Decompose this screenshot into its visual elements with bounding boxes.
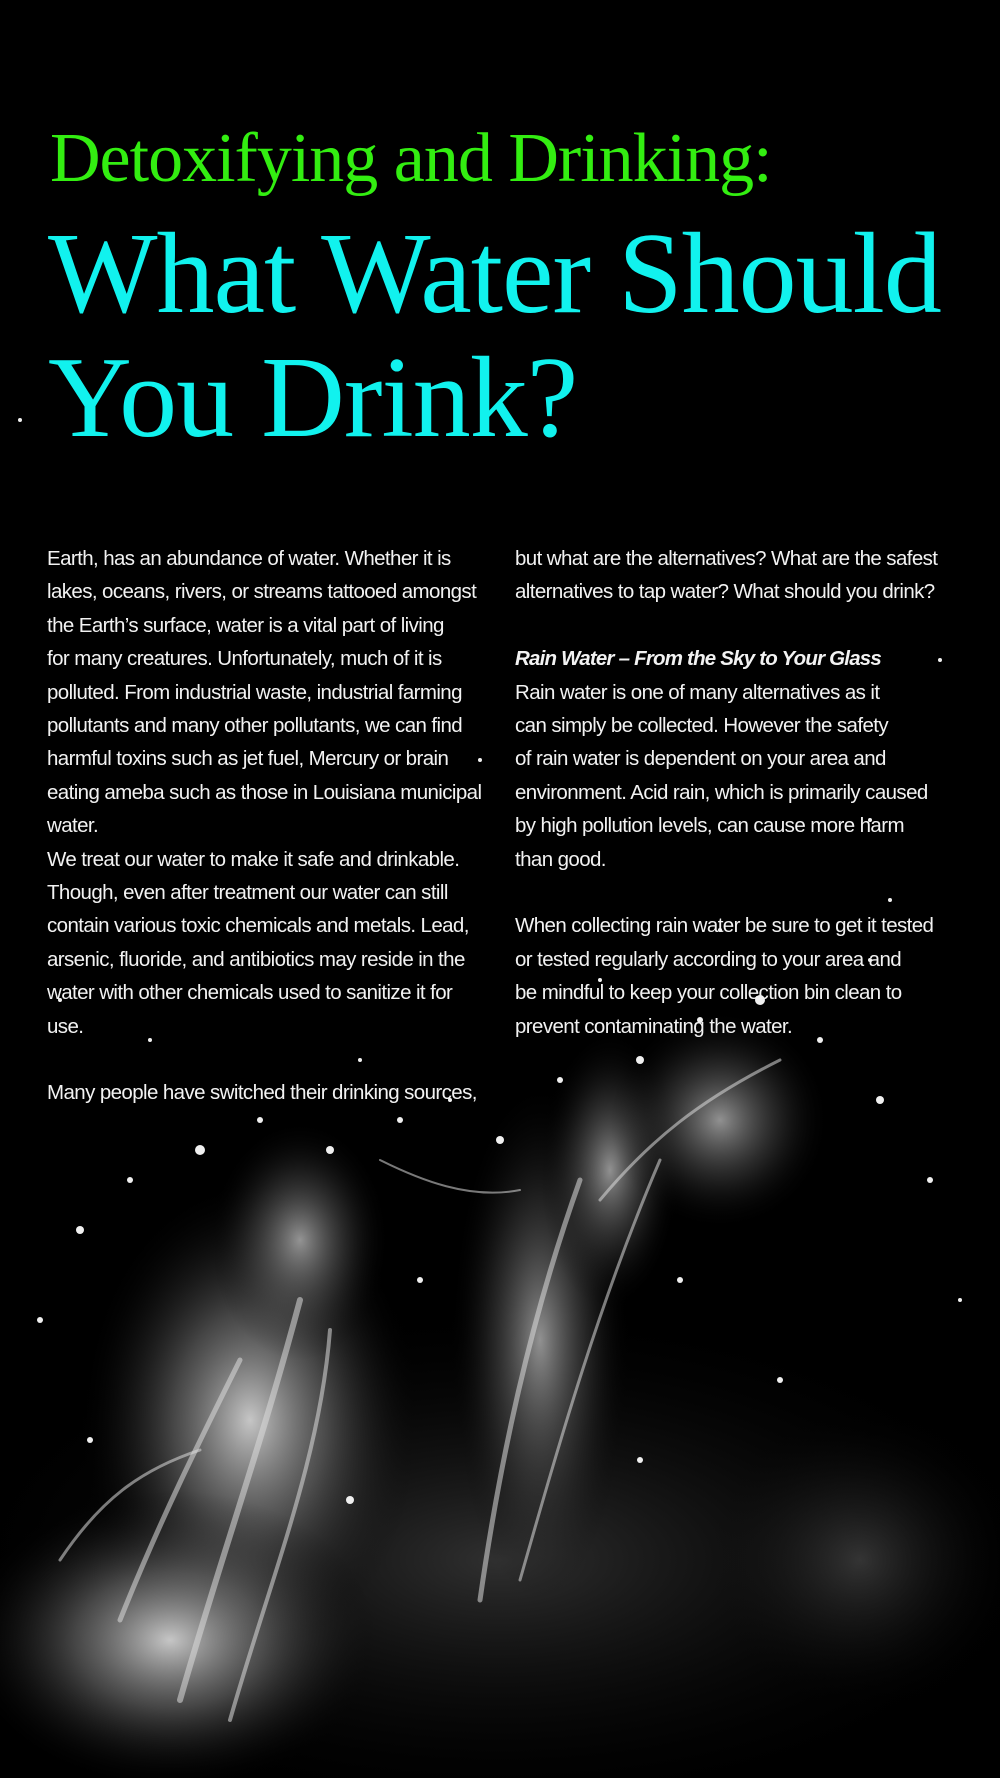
text-line: use.: [47, 1014, 84, 1038]
text-line: of rain water is dependent on your area and: [515, 747, 886, 771]
text-line: When collecting rain water be sure to get it tested: [515, 914, 934, 938]
text-line: can simply be collected. However the safety: [515, 714, 888, 738]
text-line: Earth, has an abundance of water. Whether it is: [47, 547, 451, 570]
right-column: [515, 542, 965, 1043]
text-line: contain various toxic chemicals and metals. Lead,: [47, 914, 469, 938]
paragraph-gap: [515, 609, 965, 642]
right-paragraph-1: [515, 542, 965, 609]
left-paragraph-3: [47, 1076, 497, 1109]
text-line: for many creatures. Unfortunately, much of it is: [47, 647, 442, 671]
text-line: water.: [47, 814, 99, 838]
text-line: arsenic, fluoride, and antibiotics may reside in the: [47, 947, 465, 971]
text-line: Rain water is one of many alternatives as it: [515, 680, 880, 704]
text-line: alternatives to tap water? What should you drink?: [515, 580, 935, 604]
article-title: [48, 212, 941, 460]
text-line: the Earth’s surface, water is a vital part of living: [47, 613, 444, 637]
title-line: You Drink?: [48, 334, 578, 462]
right-paragraph-2: [515, 676, 965, 876]
text-line: be mindful to keep your collection bin clean to: [515, 981, 902, 1005]
text-line: environment. Acid rain, which is primarily caused: [515, 780, 928, 804]
text-line: polluted. From industrial waste, industrial farming: [47, 680, 462, 704]
text-line: eating ameba such as those in Louisiana municipal: [47, 780, 482, 804]
text-line: or tested regularly according to your area and: [515, 947, 902, 971]
text-line: Many people have switched their drinking sources,: [47, 1081, 477, 1105]
paragraph-gap: [515, 876, 965, 909]
text-line: than good.: [515, 847, 606, 871]
left-column: [47, 542, 497, 1110]
text-line: pollutants and many other pollutants, we can find: [47, 714, 463, 738]
text-line: Though, even after treatment our water can still: [47, 881, 448, 905]
text-line: water with other chemicals used to sanitize it for: [47, 981, 453, 1005]
article-subtitle: Detoxifying and Drinking:: [50, 120, 772, 197]
text-line: We treat our water to make it safe and drinkable.: [47, 847, 460, 871]
right-paragraph-3: [515, 909, 965, 1043]
section-heading: Rain Water – From the Sky to Your Glass: [515, 647, 882, 671]
left-paragraph-1: [47, 542, 497, 843]
text-line: but what are the alternatives? What are the safest: [515, 547, 938, 570]
left-paragraph-2: [47, 843, 497, 1043]
paragraph-gap: [47, 1043, 497, 1076]
text-line: by high pollution levels, can cause more harm: [515, 814, 904, 838]
text-line: prevent contaminating the water.: [515, 1014, 793, 1038]
title-line: What Water Should: [48, 210, 941, 338]
text-line: harmful toxins such as jet fuel, Mercury or brain: [47, 747, 449, 771]
text-line: lakes, oceans, rivers, or streams tattooed amongst: [47, 580, 477, 604]
